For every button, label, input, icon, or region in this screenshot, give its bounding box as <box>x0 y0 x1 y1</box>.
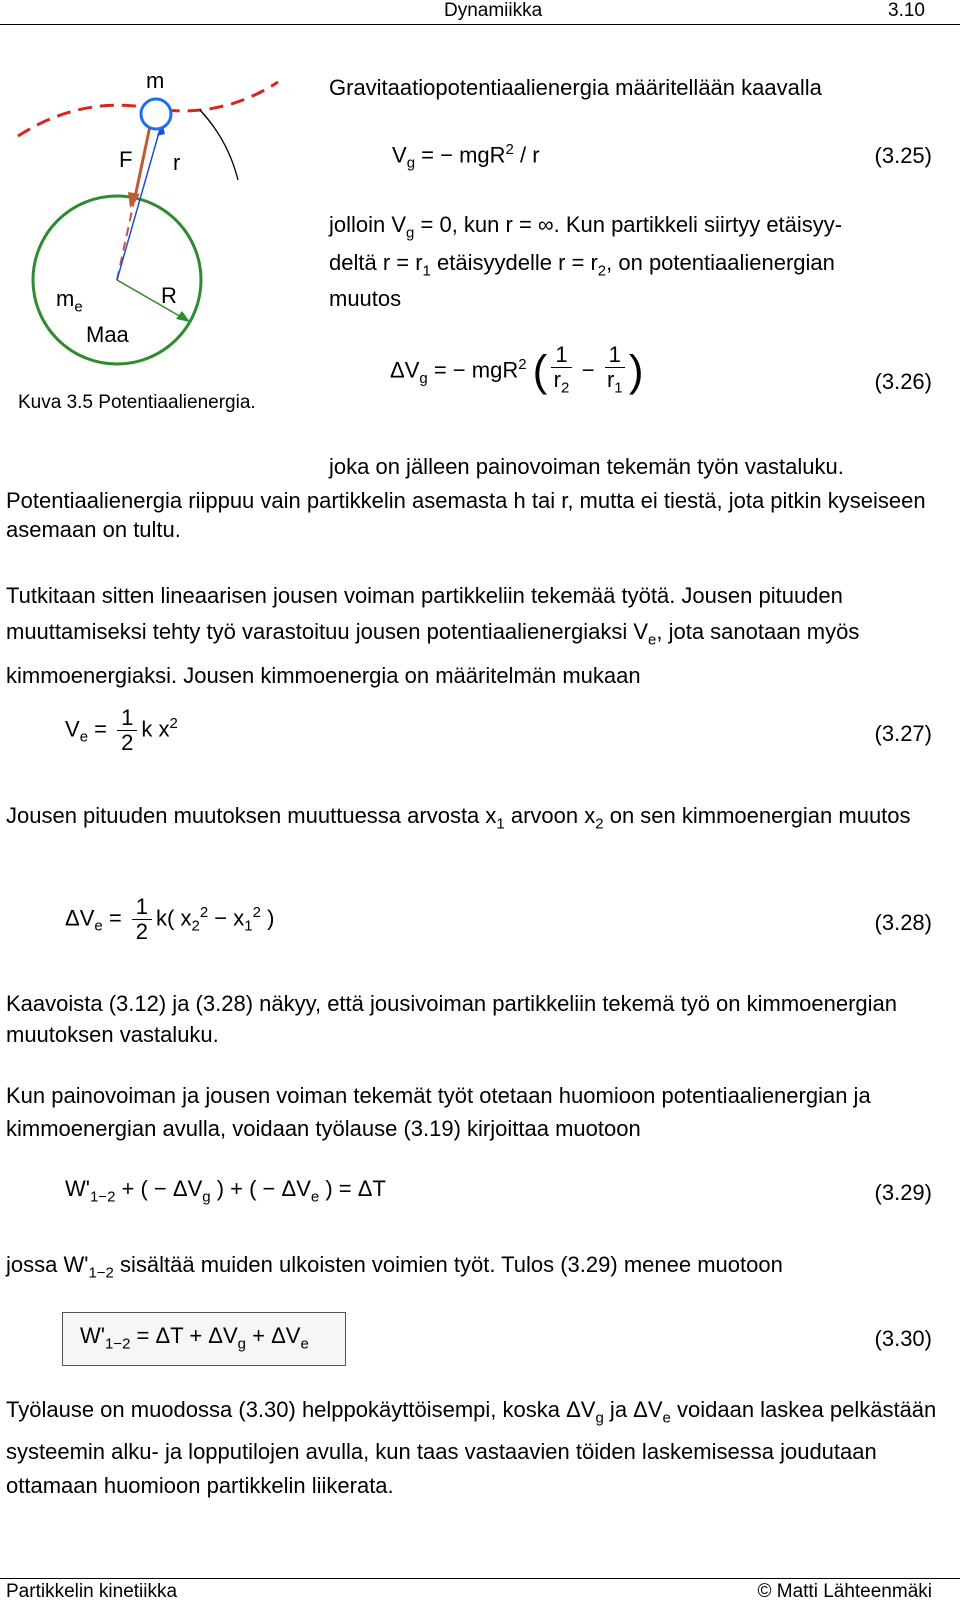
header-rule <box>0 24 960 25</box>
paragraph-then: jolloin $V_g = 0$, kun r = ∞. Kun partikkeli siirtyy etäisyy- <box>329 212 843 242</box>
equation-3-30: $W'_{1-2} = \Delta T + \Delta V_g + \Delta V_e$ <box>80 1323 309 1353</box>
label-earth-radius: R <box>161 283 177 308</box>
label-mass: m <box>146 68 165 93</box>
equation-number-3-29: (3.29) <box>874 1180 932 1205</box>
paragraph-conclusion: Työlause on muodossa (3.30) helppokäyttöisempi, koska $\Delta V_g$ ja $\Delta V_e$ voidaan laskea pelkästään systeemin alku- ja lopputilojen avulla, kun taas vastaavien töiden laskemisessa joudutaan ottamaan huomioon partikkelin liikerata. <box>6 1397 937 1499</box>
label-earth-mass: $m_e$ <box>56 286 83 316</box>
header-chapter: Dynamiikka <box>444 0 543 21</box>
equation-3-26: $\Delta V_g$ = − mgR$^2$ ( $\frac{1}{r_2}$ − $\frac{1}{r_1}$ ) <box>390 342 644 397</box>
equation-number-3-30: (3.30) <box>874 1326 932 1351</box>
equation-number-3-28: (3.28) <box>874 910 932 935</box>
paragraph-path-independence: Potentiaalienergia riippuu vain partikkelin asemasta h tai r, mutta ei tiestä, jota pitkin kyseiseen asemaan on tultu. <box>6 488 926 542</box>
equation-3-29: $W'_{1-2}$ + ( − $\Delta V_g$ ) + ( − $\Delta V_e$ ) = ΔT <box>65 1176 386 1206</box>
footer-copyright: © Matti Lähteenmäki <box>757 1581 932 1602</box>
paragraph-work-energy: Kun painovoiman ja jousen voiman tekemät työt otetaan huomioon potentiaalienergian ja kimmoenergian avulla, voidaan työlause (3.19) kirjoittaa muotoon <box>6 1083 871 1141</box>
figure-caption: Kuva 3.5 Potentiaalienergia. <box>18 392 256 413</box>
paragraph-spring: Tutkitaan sitten lineaarisen jousen voiman partikkeliin tekemää työtä. Jousen pituuden muuttamiseksi tehty työ varastoituu jousen potentiaalienergiaksi $V_e$, jota sanotaan myös kimmoenergiaksi. Jousen kimmoenergia on määritelmän mukaan <box>6 583 860 689</box>
radius-arrowhead <box>176 311 190 322</box>
label-distance: r <box>173 150 181 175</box>
label-earth: Maa <box>86 322 129 347</box>
footer-rule <box>0 1578 960 1579</box>
footer-course: Partikkelin kinetiikka <box>6 1581 178 1602</box>
paragraph-change: muutos <box>329 286 402 311</box>
paragraph-intro: Gravitaatiopotentiaalienergia määritellään kaavalla <box>329 75 822 100</box>
equation-3-25: $V_g$ = − mgR$^2$ / r <box>392 141 540 172</box>
paragraph-spring-work: Kaavoista (3.12) ja (3.28) näkyy, että jousivoiman partikkeliin tekemä työ on kimmoenergian muutoksen vastaluku. <box>6 991 898 1047</box>
reference-arc <box>200 110 238 180</box>
label-force: F <box>119 147 133 172</box>
equation-number-3-27: (3.27) <box>874 721 932 746</box>
equation-3-28: $\Delta V_e$ = $\frac{1}{2}$ k( $x_2^2 - x_1^2$ ) <box>65 894 275 944</box>
equation-number-3-25: (3.25) <box>874 143 932 168</box>
paragraph-negative-work: joka on jälleen painovoiman tekemän työn vastaluku. <box>329 454 844 479</box>
paragraph-spring-change: Jousen pituuden muutoksen muuttuessa arvosta $x_1$ arvoon $x_2$ on sen kimmoenergian muutos <box>6 803 911 833</box>
equation-3-27: $V_e$ = $\frac{1}{2}$ k $x^2$ <box>65 705 178 755</box>
header-page-number: 3.10 <box>888 0 925 21</box>
equation-number-3-26: (3.26) <box>874 369 932 394</box>
mass-particle <box>141 99 171 129</box>
paragraph-distance: deltä $r = r_1$ etäisyydelle $r = r_2$, on potentiaalienergian <box>329 250 835 280</box>
paragraph-other-forces: jossa $W'_{1-2}$ sisältää muiden ulkoisten voimien työt. Tulos (3.29) menee muotoon <box>6 1252 783 1282</box>
